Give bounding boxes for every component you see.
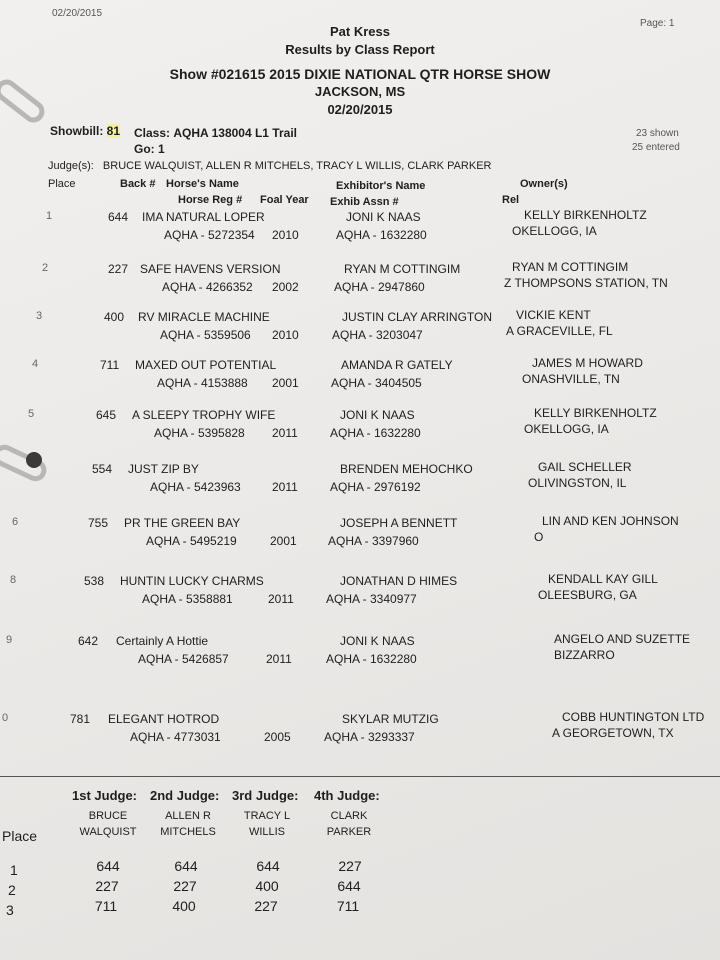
binder-ring-middle: [0, 441, 50, 485]
result-horse-name: A SLEEPY TROPHY WIFE: [132, 408, 276, 422]
result-horse-reg: AQHA - 5359506: [160, 328, 251, 342]
judge-name-first: ALLEN R: [165, 810, 211, 822]
result-exhibitor: JOSEPH A BENNETT: [340, 516, 458, 530]
result-owner: ANGELO AND SUZETTE: [554, 632, 691, 646]
result-exhibitor: RYAN M COTTINGIM: [344, 262, 461, 276]
judge-card-value: 644: [337, 878, 361, 894]
result-owner-location: OKELLOGG, IA: [524, 422, 609, 436]
judges-label: Judge(s):: [48, 160, 94, 172]
result-horse-name: PR THE GREEN BAY: [124, 516, 241, 530]
col-rel: Rel: [502, 194, 520, 206]
result-place: 2: [42, 262, 49, 274]
show-date: 02/20/2015: [327, 102, 393, 117]
result-place: 5: [28, 408, 35, 420]
result-owner: KELLY BIRKENHOLTZ: [524, 208, 647, 222]
judge-card-value: 227: [254, 898, 278, 914]
result-owner: KELLY BIRKENHOLTZ: [534, 406, 657, 420]
class-value: AQHA 138004 L1 Trail: [173, 126, 297, 140]
result-foal-year: 2010: [272, 228, 299, 242]
result-owner-location: O: [534, 530, 544, 544]
result-exhib-assn: AQHA - 3404505: [331, 376, 422, 390]
shown-count: 23 shown: [636, 128, 679, 139]
result-exhib-assn: AQHA - 3203047: [332, 328, 423, 342]
result-owner: LIN AND KEN JOHNSON: [542, 514, 679, 528]
result-foal-year: 2002: [272, 280, 299, 294]
result-exhibitor: JUSTIN CLAY ARRINGTON: [342, 310, 493, 324]
result-back-number: 711: [100, 358, 120, 372]
judge-name-first: TRACY L: [243, 810, 291, 822]
col-foal-year: Foal Year: [260, 194, 309, 206]
result-exhib-assn: AQHA - 3340977: [326, 592, 417, 606]
entered-count: 25 entered: [632, 142, 680, 153]
result-foal-year: 2011: [266, 652, 292, 666]
result-exhib-assn: AQHA - 1632280: [326, 652, 417, 666]
result-owner: JAMES M HOWARD: [532, 356, 643, 370]
summary-place: 1: [10, 862, 18, 878]
go-info: [134, 142, 165, 156]
result-back-number: 645: [96, 408, 117, 422]
result-owner: RYAN M COTTINGIM: [512, 260, 629, 274]
judge-name-first: BRUCE: [88, 810, 128, 822]
result-exhibitor: JONATHAN D HIMES: [340, 574, 458, 588]
result-exhibitor: JONI K NAAS: [340, 634, 415, 648]
result-owner-location: A GEORGETOWN, TX: [552, 726, 674, 740]
result-place: 8: [10, 574, 17, 586]
judge-card-value: 644: [256, 858, 280, 874]
result-back-number: 538: [84, 574, 105, 588]
result-horse-reg: AQHA - 5358881: [142, 592, 233, 606]
go-value: 1: [158, 142, 165, 156]
judge-card-value: 227: [95, 878, 119, 894]
result-owner: KENDALL KAY GILL: [548, 572, 658, 586]
result-exhibitor: JONI K NAAS: [340, 408, 415, 422]
col-owners: Owner(s): [520, 178, 568, 190]
result-exhib-assn: AQHA - 3293337: [324, 730, 415, 744]
result-owner-location: A GRACEVILLE, FL: [506, 324, 613, 338]
result-foal-year: 2005: [264, 730, 291, 744]
judge-card-value: 644: [174, 858, 198, 874]
judge-card-value: 644: [96, 858, 120, 874]
result-exhib-assn: AQHA - 1632280: [336, 228, 427, 242]
go-label: Go:: [134, 142, 155, 156]
showbill: [50, 124, 120, 138]
result-owner-location: BIZZARRO: [554, 648, 615, 662]
summary-place: 2: [8, 882, 16, 898]
result-foal-year: 2010: [272, 328, 299, 342]
col-exhib-assn: Exhib Assn #: [330, 196, 399, 208]
summary-divider: [0, 776, 720, 777]
col-horse-name: Horse's Name: [166, 178, 239, 190]
result-exhibitor: AMANDA R GATELY: [341, 358, 453, 372]
result-horse-name: JUST ZIP BY: [128, 462, 199, 476]
result-horse-name: HUNTIN LUCKY CHARMS: [120, 574, 264, 588]
class-info: [134, 126, 297, 140]
judges-line: [48, 160, 492, 172]
result-place: 4: [32, 358, 39, 370]
judge-card-value: 400: [172, 898, 196, 914]
judge-name-last: WILLIS: [248, 826, 286, 838]
result-exhib-assn: AQHA - 3397960: [328, 534, 419, 548]
judge-card-value: 711: [336, 898, 360, 914]
result-owner-location: OLEESBURG, GA: [538, 588, 637, 602]
result-place: 6: [12, 516, 19, 528]
result-horse-reg: AQHA - 5395828: [154, 426, 245, 440]
result-owner: GAIL SCHELLER: [538, 460, 632, 474]
col-exhibitor: Exhibitor's Name: [336, 180, 426, 192]
print-date: 02/20/2015: [52, 8, 103, 19]
showbill-label: Showbill:: [50, 124, 104, 138]
result-back-number: 227: [108, 262, 129, 276]
result-horse-name: IMA NATURAL LOPER: [142, 210, 265, 224]
result-owner-location: OKELLOGG, IA: [512, 224, 597, 238]
result-back-number: 400: [104, 310, 125, 324]
showbill-value: 81: [106, 124, 121, 138]
result-back-number: 755: [88, 516, 109, 530]
result-back-number: 644: [108, 210, 129, 224]
report-owner: Pat Kress: [330, 24, 390, 39]
show-location: JACKSON, MS: [314, 84, 406, 99]
class-label: Class:: [134, 126, 171, 140]
page-number: Page: 1: [640, 18, 675, 29]
binder-ring-top: [0, 75, 49, 127]
result-foal-year: 2011: [272, 426, 298, 440]
result-horse-reg: AQHA - 5272354: [164, 228, 255, 242]
result-foal-year: 2001: [272, 376, 299, 390]
result-place: 9: [6, 634, 13, 646]
result-place: 3: [36, 310, 43, 322]
judge-header: 2nd Judge:: [150, 788, 220, 803]
judge-name-last: PARKER: [326, 826, 372, 838]
result-horse-name: SAFE HAVENS VERSION: [140, 262, 281, 276]
result-horse-reg: AQHA - 4153888: [157, 376, 248, 390]
judge-name-last: MITCHELS: [160, 826, 216, 838]
result-back-number: 554: [92, 462, 113, 476]
result-exhib-assn: AQHA - 1632280: [330, 426, 421, 440]
result-horse-name: Certainly A Hottie: [116, 634, 209, 648]
report-title: Results by Class Report: [285, 42, 435, 57]
result-owner: VICKIE KENT: [516, 308, 591, 322]
result-horse-reg: AQHA - 5423963: [150, 480, 241, 494]
judge-card-value: 227: [338, 858, 362, 874]
judges-list: BRUCE WALQUIST, ALLEN R MITCHELS, TRACY L WILLIS, CLARK PARKER: [102, 160, 492, 172]
punch-hole: [26, 452, 42, 468]
result-foal-year: 2011: [268, 592, 294, 606]
result-exhib-assn: AQHA - 2947860: [334, 280, 425, 294]
result-horse-reg: AQHA - 4773031: [130, 730, 221, 744]
result-horse-reg: AQHA - 5426857: [138, 652, 229, 666]
result-back-number: 642: [78, 634, 99, 648]
result-horse-name: ELEGANT HOTROD: [108, 712, 220, 726]
result-exhib-assn: AQHA - 2976192: [330, 480, 421, 494]
result-foal-year: 2011: [272, 480, 298, 494]
judge-card-value: 711: [94, 898, 118, 914]
result-owner: COBB HUNTINGTON LTD: [562, 710, 705, 724]
judge-header: 4th Judge:: [314, 788, 380, 803]
show-title: Show #021615 2015 DIXIE NATIONAL QTR HORSE SHOW: [169, 66, 551, 82]
col-back: Back #: [120, 178, 156, 190]
result-back-number: 781: [70, 712, 91, 726]
result-horse-name: MAXED OUT POTENTIAL: [135, 358, 277, 372]
judge-name-first: CLARK: [330, 810, 368, 822]
judge-header: 3rd Judge:: [232, 788, 299, 803]
result-exhibitor: SKYLAR MUTZIG: [342, 712, 439, 726]
result-owner-location: ONASHVILLE, TN: [522, 372, 620, 386]
result-owner-location: OLIVINGSTON, IL: [528, 476, 627, 490]
result-exhibitor: JONI K NAAS: [346, 210, 421, 224]
result-foal-year: 2001: [270, 534, 297, 548]
result-horse-reg: AQHA - 4266352: [162, 280, 253, 294]
judge-name-last: WALQUIST: [79, 826, 137, 838]
result-horse-name: RV MIRACLE MACHINE: [138, 310, 270, 324]
col-horse-reg: Horse Reg #: [178, 194, 243, 206]
judge-header: 1st Judge:: [72, 788, 138, 803]
summary-place-label: Place: [2, 828, 38, 844]
result-exhibitor: BRENDEN MEHOCHKO: [340, 462, 473, 476]
result-place: 0: [2, 712, 9, 724]
col-place: Place: [48, 178, 76, 190]
summary-place: 3: [6, 902, 14, 918]
result-horse-reg: AQHA - 5495219: [146, 534, 237, 548]
judge-card-value: 400: [255, 878, 279, 894]
result-owner-location: Z THOMPSONS STATION, TN: [504, 276, 668, 290]
result-place: 1: [46, 210, 53, 222]
judge-card-value: 227: [173, 878, 197, 894]
